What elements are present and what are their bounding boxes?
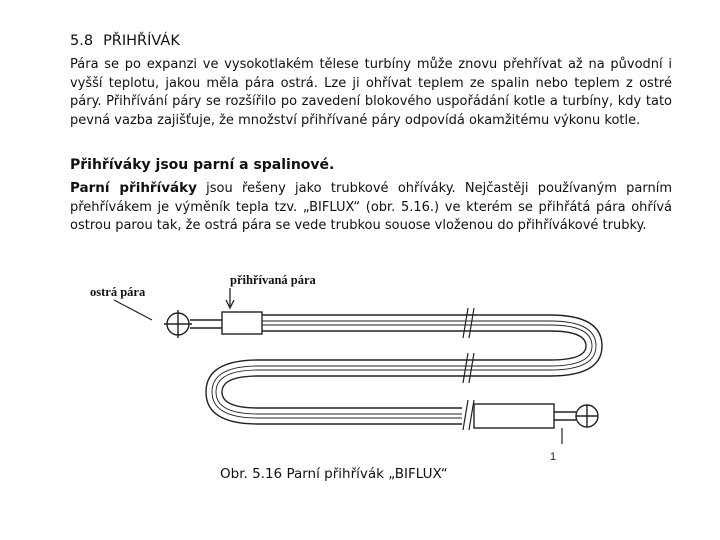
live-steam-label: ostrá pára <box>90 285 146 299</box>
section-title: PŘIHŘÍVÁK <box>103 33 180 49</box>
steam-reheater-text: jsou řešeny jako trubkové ohříváky. Nejčastěji používaným parním přehřívákem je výměník tepla tzv. „BIFLUX“ (obr. 5.16.) ve kterém se přihřátá pára ohřívá ostrou parou tak, že ostrá pára se vede trubkou souose vloženou do přihřívákové trubky. <box>70 181 672 234</box>
types-statement: Přihříváky jsou parní a spalinové. <box>70 157 335 173</box>
pipe-assembly <box>114 288 602 444</box>
section-heading <box>70 33 180 49</box>
reheat-steam-label: přihřívaná pára <box>230 273 316 287</box>
steam-reheater-lead: Parní přihříváky <box>70 180 197 196</box>
steam-reheater-paragraph <box>70 179 672 236</box>
section-number: 5.8 <box>70 33 94 49</box>
figure-caption: Obr. 5.16 Parní přihřívák „BIFLUX“ <box>220 466 448 482</box>
biflux-drawing <box>82 268 622 464</box>
figure-mark: 1 <box>550 451 557 463</box>
biflux-diagram <box>82 268 622 464</box>
intro-paragraph: Pára se po expanzi ve vysokotlakém tělese turbíny může znovu přehřívat až na původní i vyšší teplotu, jakou měla pára ostrá. Lze ji ohřívat teplem ze spalin nebo teplem z ostré páry. Přihřívání páry se rozšířilo po zavedení blokového uspořádání kotle a turbíny, kdy tato pevná vazba zajišťuje, že množství přihřívané páry odpovídá okamžitému výkonu kotle. <box>70 57 672 128</box>
